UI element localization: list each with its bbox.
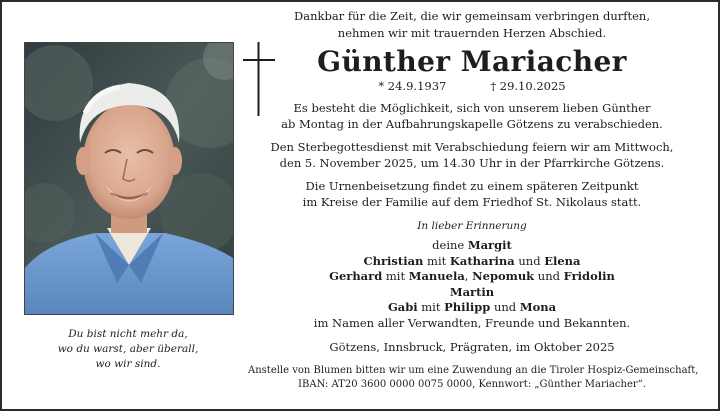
farewell-paragraph — [248, 100, 696, 132]
donation-note — [248, 364, 699, 392]
mourner-name: Margit — [467, 238, 512, 252]
mourner-text: und — [534, 269, 564, 283]
service-paragraph — [248, 139, 696, 171]
deceased-name: Günther Mariacher — [317, 45, 627, 78]
poem-line: Du bist nicht mehr da, — [68, 328, 188, 340]
mourner-line — [248, 300, 696, 316]
mourner-name: Gabi — [387, 300, 418, 314]
paragraph-line: ab Montag in der Aufbahrungskapelle Götzens zu verabschieden. — [281, 117, 663, 131]
mourner-name: Katharina — [449, 253, 515, 268]
mourners-list — [248, 238, 696, 331]
donation-line: IBAN: AT20 3600 0000 0075 0000, Kennwort: „Günther Mariacher“. — [298, 379, 646, 390]
obituary-text — [248, 8, 699, 392]
donation-line: Anstelle von Blumen bitten wir um eine Zuwendung an die Tiroler Hospiz-Gemeinschaft, — [248, 365, 699, 376]
paragraph-line: Die Urnenbeisetzung findet zu einem späteren Zeitpunkt — [305, 179, 639, 193]
place-date: Götzens, Innsbruck, Prägraten, im Oktober 2025 — [329, 340, 615, 354]
mourner-name: Christian — [363, 253, 424, 268]
mourner-closing: im Namen aller Verwandten, Freunde und Bekannten. — [313, 315, 631, 330]
mourner-text: und — [514, 253, 545, 268]
mourner-name: Manuela — [408, 269, 465, 283]
birth-date: * 24.9.1937 — [378, 79, 447, 93]
mourner-line — [248, 254, 696, 270]
intro-text — [248, 8, 696, 42]
mourner-name: Martin — [449, 284, 495, 299]
paragraph-line: Den Sterbegottesdienst mit Verabschiedung feiern wir am Mittwoch, — [270, 140, 674, 154]
mourner-name: Fridolin — [563, 269, 615, 283]
mourner-text: mit — [423, 253, 450, 268]
mourner-text: mit — [417, 300, 445, 314]
paragraph-line: den 5. November 2025, um 14.30 Uhr in der Pfarrkirche Götzens. — [279, 156, 665, 170]
memorial-poem — [24, 327, 232, 372]
death-date: † 29.10.2025 — [490, 79, 566, 93]
mourner-line — [248, 285, 696, 301]
intro-line: nehmen wir mit trauernden Herzen Abschied. — [337, 26, 607, 40]
mourner-text: mit — [382, 269, 409, 283]
mourner-line — [248, 238, 696, 254]
paragraph-line: im Kreise der Familie auf dem Friedhof St. Nikolaus statt. — [302, 195, 642, 209]
mourner-text: und — [490, 300, 520, 314]
portrait-photo — [24, 42, 234, 315]
memory-label: In lieber Erinnerung — [417, 220, 527, 232]
burial-paragraph — [248, 178, 696, 210]
poem-line: wo du warst, aber überall, — [57, 343, 199, 355]
mourner-text: deine — [432, 238, 468, 252]
paragraph-line: Es besteht die Möglichkeit, sich von unserem lieben Günther — [293, 101, 651, 115]
mourner-line — [248, 269, 696, 285]
mourner-name: Mona — [519, 300, 557, 314]
life-dates — [248, 79, 696, 94]
poem-line: wo wir sind. — [95, 358, 161, 370]
intro-line: Dankbar für die Zeit, die wir gemeinsam verbringen durften, — [294, 9, 650, 23]
mourner-name: Philipp — [444, 300, 491, 314]
mourner-name: Gerhard — [329, 269, 383, 283]
mourner-name: Elena — [544, 253, 581, 268]
mourner-text: , — [464, 269, 473, 283]
mourner-name: Nepomuk — [472, 269, 535, 283]
